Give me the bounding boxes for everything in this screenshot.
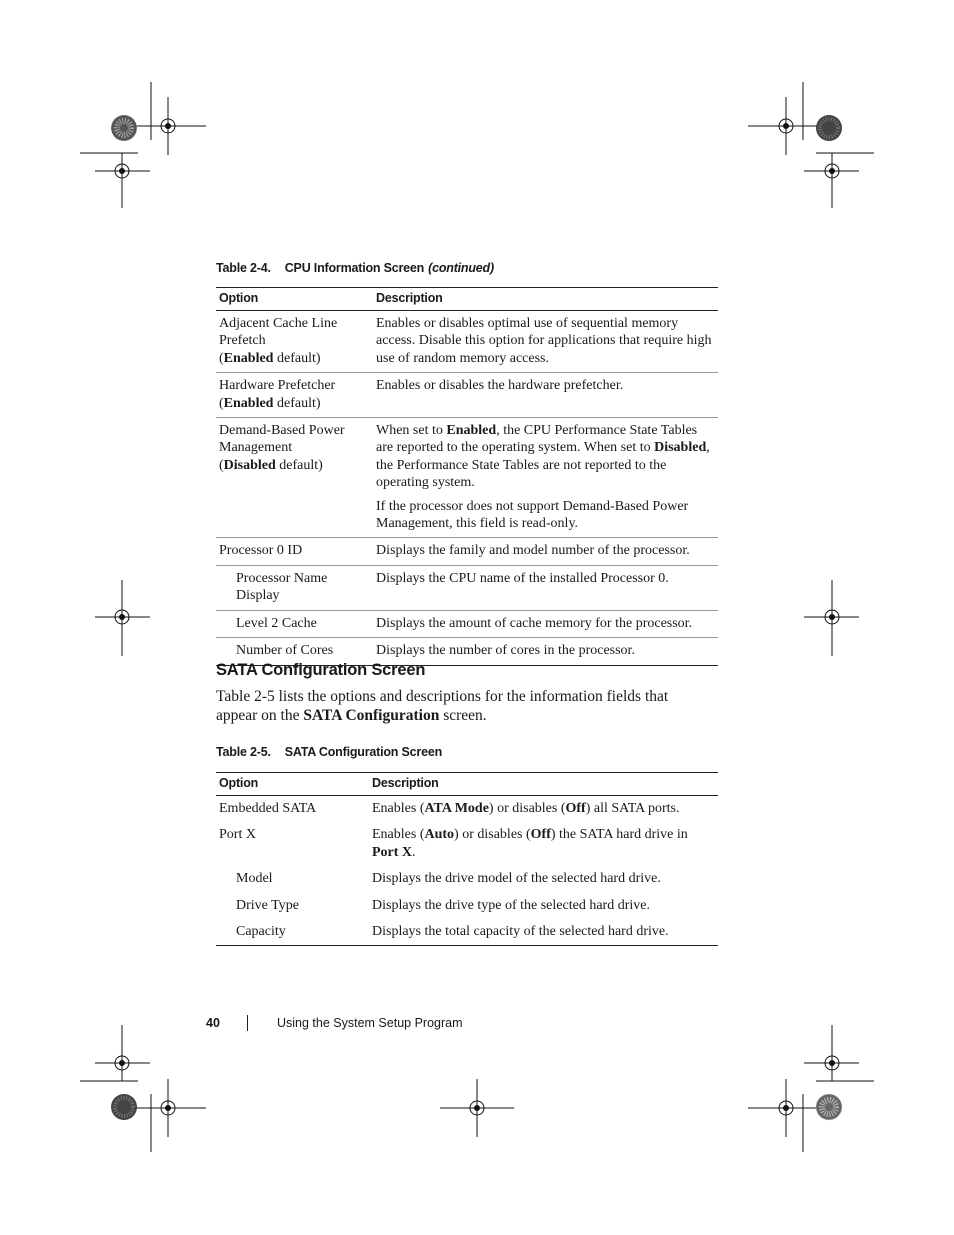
description-cell: Displays the CPU name of the installed Processor 0. (373, 565, 718, 610)
table-header-row (216, 288, 718, 311)
body-bold: SATA Configuration (303, 707, 440, 724)
caption-title: CPU Information Screen (284, 261, 425, 275)
option-cell: Capacity (216, 919, 369, 946)
caption-number: Table 2-5. (216, 745, 271, 759)
description-bold: Port X (372, 844, 413, 860)
description-cell: Enables or disables optimal use of sequential memory access. Disable this option for applications that require high use of random memory access. (373, 311, 718, 373)
description-text: ) the SATA hard drive in (550, 827, 688, 843)
default-suffix: default) (273, 350, 321, 366)
table-row (216, 311, 718, 373)
description-cell: Displays the drive type of the selected hard drive. (372, 897, 650, 913)
option-cell: Drive Type (236, 897, 299, 913)
table-row (216, 610, 718, 637)
description-cell: Displays the total capacity of the selected hard drive. (369, 919, 718, 946)
option-cell: Processor 0 ID (216, 538, 373, 565)
table-row (216, 418, 718, 538)
option-cell (216, 373, 373, 418)
section-body (216, 687, 696, 725)
table-row (216, 866, 718, 892)
option-cell (216, 311, 373, 373)
description-paragraph: If the processor does not support Demand-Based Power Management, this field is read-only. (376, 498, 689, 532)
description-cell (369, 822, 718, 866)
table-row (216, 919, 718, 946)
chapter-title: Using the System Setup Program (277, 1016, 463, 1030)
body-text: screen. (439, 707, 487, 724)
description-cell: Displays the amount of cache memory for the processor. (373, 610, 718, 637)
option-cell: Number of Cores (216, 638, 373, 665)
default-suffix: default) (273, 395, 321, 411)
table-row (216, 796, 718, 823)
description-text: When set to (376, 423, 447, 439)
default-prefix: ( (219, 457, 224, 473)
sata-configuration-table (216, 772, 718, 946)
caption-continued: (continued) (428, 261, 494, 275)
table-row (216, 893, 718, 919)
description-cell: Displays the number of cores in the processor. (373, 638, 718, 665)
option-cell: Embedded SATA (219, 801, 317, 816)
section-heading: SATA Configuration Screen (216, 661, 426, 679)
cpu-information-table (216, 287, 718, 666)
description-text: ) all SATA ports. (585, 801, 680, 816)
description-text: . (412, 844, 416, 860)
caption-title: SATA Configuration Screen (284, 745, 443, 759)
default-suffix: default) (275, 457, 323, 473)
description-paragraph (376, 422, 715, 492)
table-row (216, 565, 718, 610)
caption-number: Table 2-4. (216, 261, 271, 275)
description-bold: Disabled (654, 440, 707, 456)
default-value: Enabled (223, 395, 274, 411)
description-bold: ATA Mode (424, 801, 489, 816)
table-row (216, 822, 718, 866)
description-cell (373, 418, 718, 538)
default-prefix: ( (219, 395, 224, 411)
table-2-5-caption (216, 745, 442, 759)
option-cell (216, 565, 373, 610)
description-text: Enables ( (372, 827, 425, 843)
description-bold: Off (530, 827, 551, 843)
description-bold: Enabled (446, 423, 497, 439)
table-2-4-caption (216, 261, 494, 275)
description-bold: Auto (424, 827, 455, 843)
option-cell (216, 418, 373, 538)
description-text: ) or disables ( (454, 827, 531, 843)
table-row (216, 538, 718, 565)
option-cell: Model (236, 871, 273, 887)
option-name: Hardware Prefetcher (219, 378, 336, 394)
option-cell: Port X (219, 827, 256, 843)
column-header-option: Option (216, 773, 369, 796)
description-text: ) or disables ( (488, 801, 566, 816)
body-text: Table 2-5 lists the options and descriptions for the information fields that appear on the (216, 688, 669, 724)
description-text: , the CPU Performance State Tables are reported to the operating system. When set to (376, 423, 698, 456)
description-cell: Enables or disables the hardware prefetcher. (373, 373, 718, 418)
option-cell: Level 2 Cache (216, 610, 373, 637)
description-text: Enables ( (372, 801, 425, 816)
default-prefix: ( (219, 350, 224, 366)
table-row (216, 373, 718, 418)
option-name: Demand-Based Power Management (219, 423, 345, 456)
description-bold: Off (565, 801, 586, 816)
description-cell (369, 796, 718, 823)
page-number: 40 (206, 1016, 220, 1030)
default-value: Disabled (223, 457, 276, 473)
column-header-option: Option (216, 288, 373, 311)
column-header-description: Description (369, 773, 718, 796)
column-header-description: Description (373, 288, 718, 311)
option-name: Processor Name Display (236, 570, 328, 604)
description-text: , the Performance State Tables are not reported to the operating system. (376, 440, 710, 491)
option-name: Adjacent Cache Line Prefetch (219, 316, 338, 349)
description-cell: Displays the family and model number of the processor. (373, 538, 718, 565)
default-value: Enabled (223, 350, 274, 366)
footer-divider (247, 1015, 248, 1031)
description-cell: Displays the drive model of the selected hard drive. (372, 871, 661, 887)
table-header-row (216, 773, 718, 796)
